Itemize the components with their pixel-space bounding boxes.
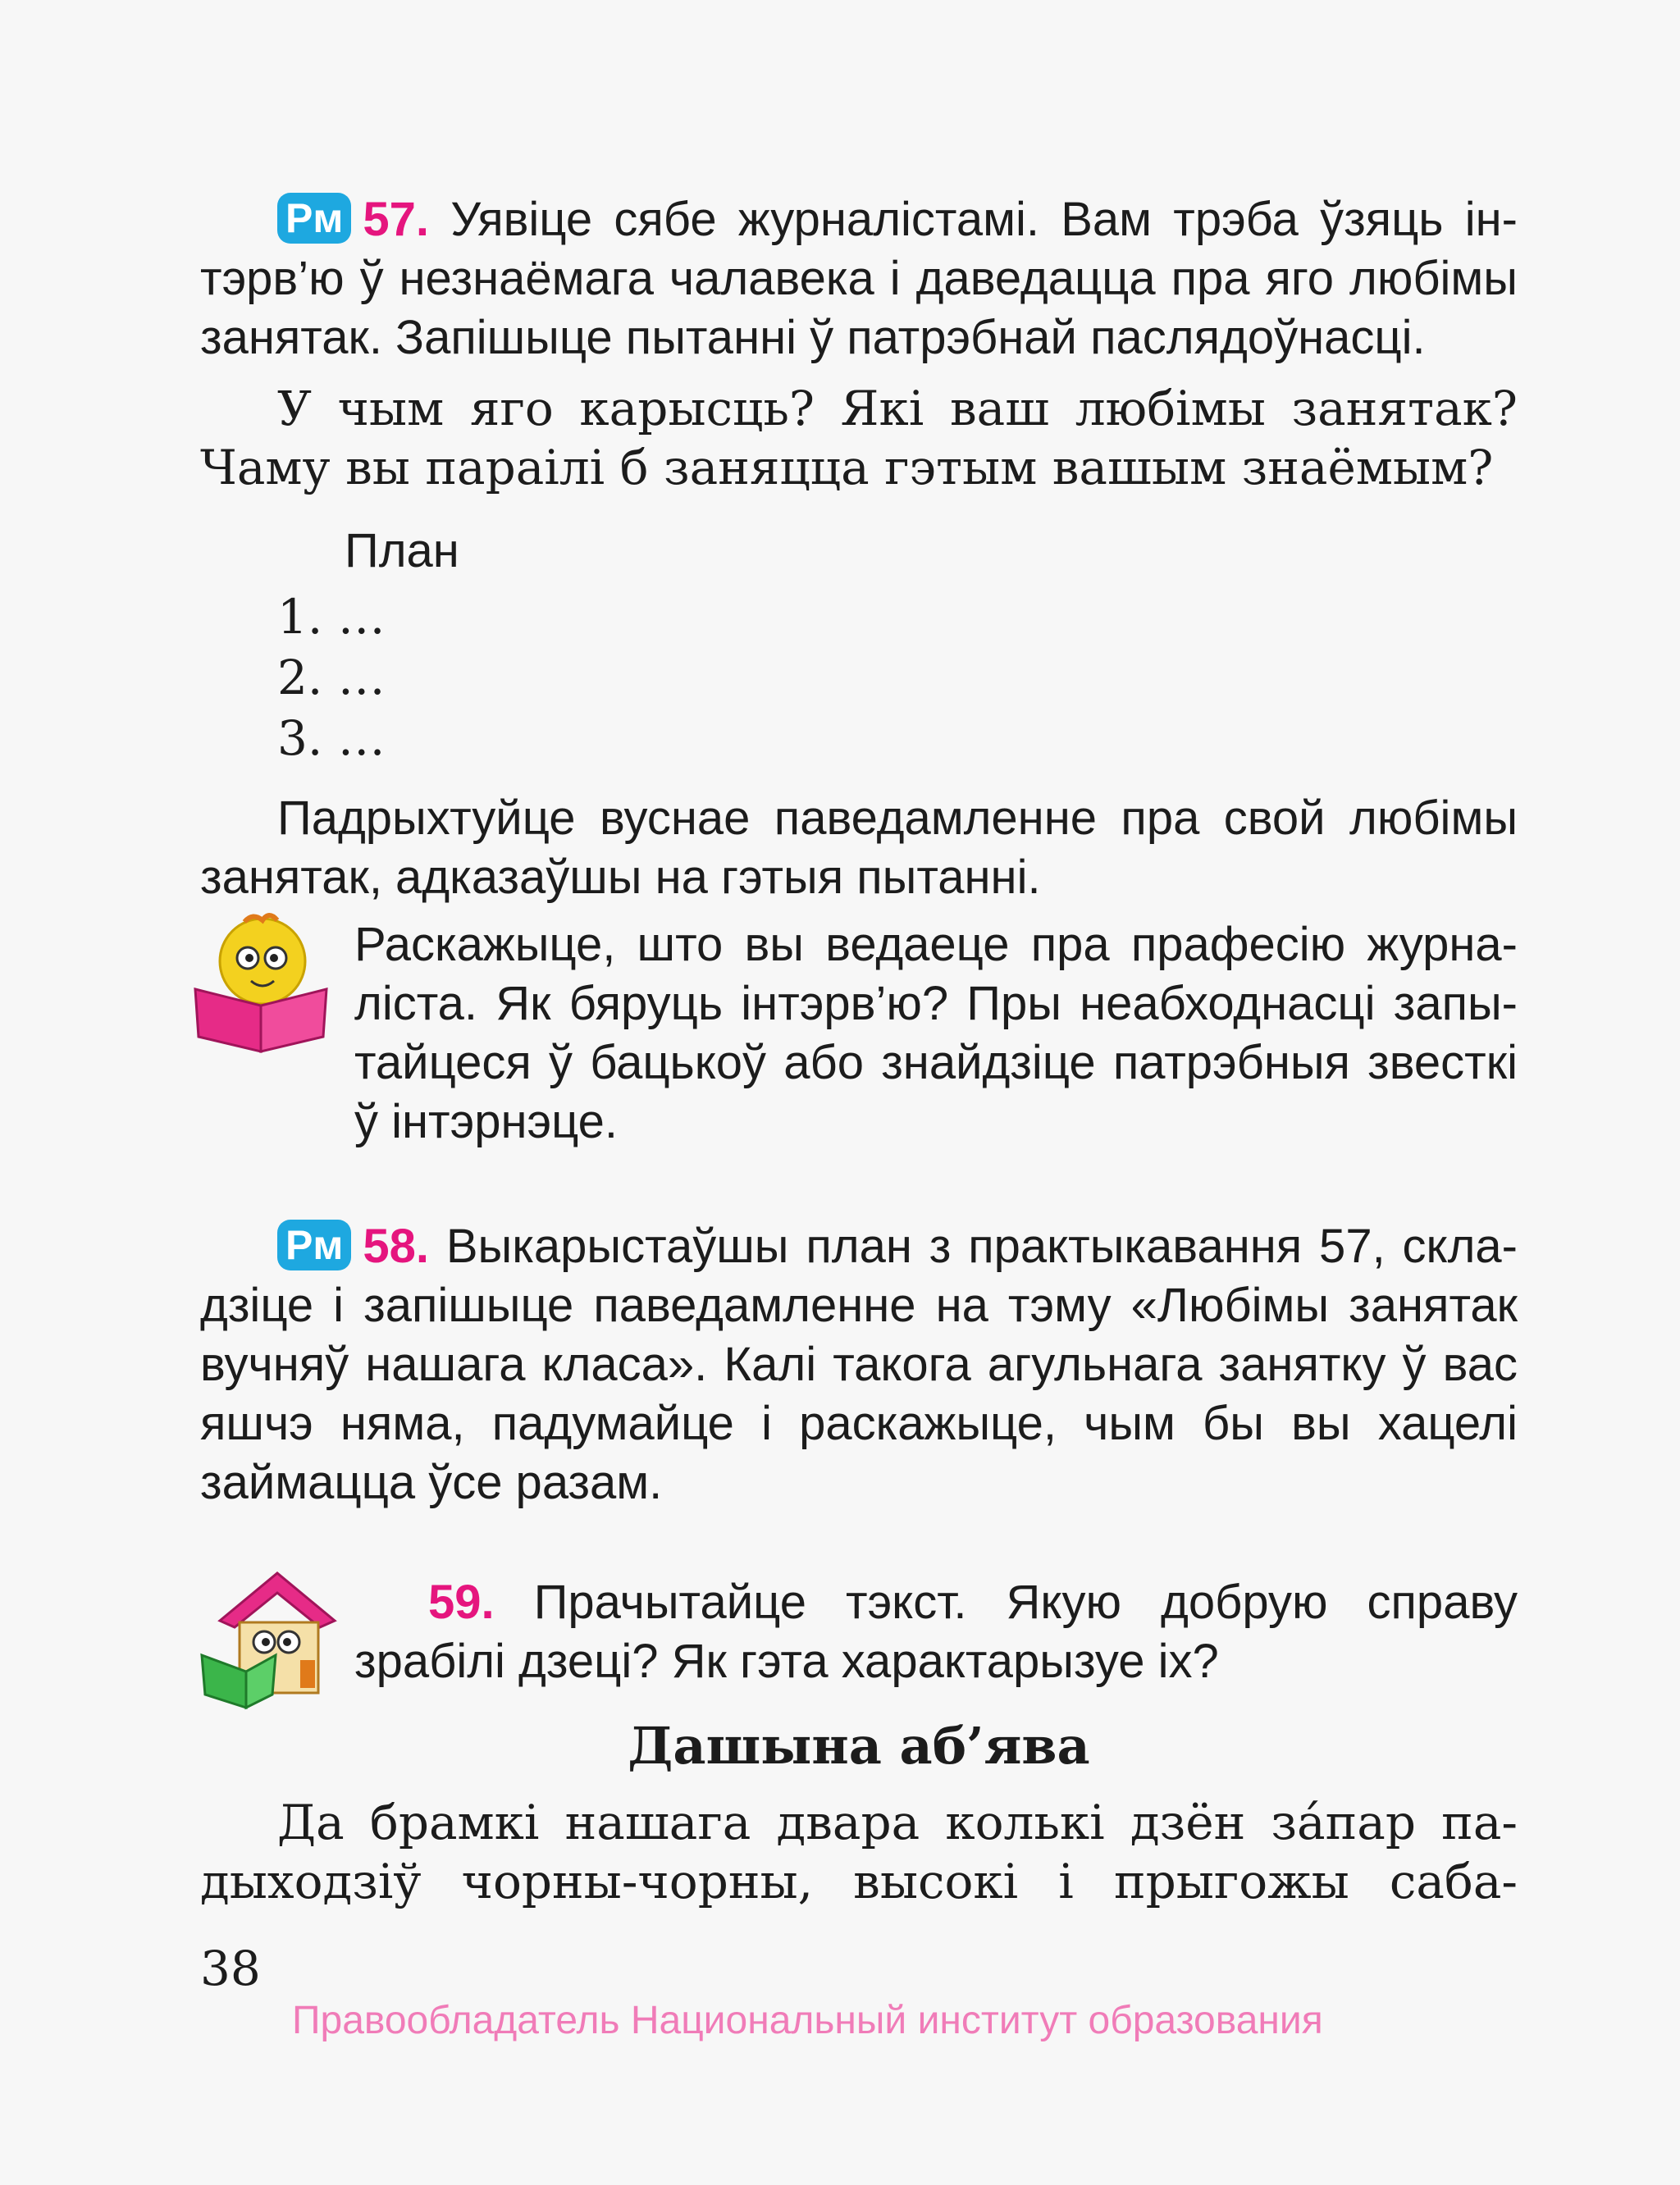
ex57-text: Уявіце сябе журналістамі. Вам трэба ўзяць ін- (450, 193, 1518, 246)
note-line-1: Раскажыце, што вы ведаеце пра прафесію журна- (354, 918, 1518, 971)
plan-title: План (345, 524, 459, 577)
exercise-number: 59. (428, 1576, 495, 1629)
page-number: 38 (200, 1941, 261, 1996)
ex57-line-1 (277, 190, 1518, 249)
text-title: Дашына аб’ява (628, 1716, 1090, 1776)
ex59-line-2: зрабілі дзеці? Як гэта характарызуе іх? (354, 1635, 1219, 1688)
rm-badge: Рм (277, 193, 351, 244)
note-line-2: ліста. Як бяруць інтэрв’ю? Пры неабходнасці запы- (354, 977, 1518, 1030)
rm-badge: Рм (277, 1220, 351, 1270)
ex59-line-1 (428, 1573, 1518, 1632)
note-line-4: ў інтэрнэце. (354, 1095, 619, 1148)
ex58-text: Выкарыстаўшы план з практыкавання 57, скла- (445, 1220, 1518, 1273)
text-line-2: дыходзіў чорны-чорны, высокі і прыгожы саба- (200, 1854, 1518, 1909)
question-line-2: Чаму вы параілі б заняцца гэтым вашым знаёмым? (200, 440, 1494, 495)
note-line-3: тайцеся ў бацькоў або знайдзіце патрэбныя звесткі (354, 1036, 1518, 1089)
text-line-1: Да брамкі нашага двара колькі дзён за́пар па- (277, 1795, 1518, 1850)
ex58-line-1 (277, 1217, 1518, 1276)
ex58-line-2: дзіце і запішыце паведамленне на тэму «Любімы занятак (200, 1279, 1518, 1332)
question-line-1: У чым яго карысць? Які ваш любімы занятак? (277, 381, 1518, 436)
plan-item-3: 3. … (277, 710, 386, 766)
task-line-2: занятак, адказаўшы на гэтыя пытанні. (200, 851, 1041, 904)
ex59-text: Прачытайце тэкст. Якую добрую справу (533, 1576, 1518, 1629)
ex57-line-2: тэрв’ю ў незнаёмага чалавека і даведацца пра яго любімы (200, 252, 1518, 305)
plan-item-2: 2. … (277, 650, 386, 705)
plan-item-1: 1. … (277, 589, 386, 645)
house-reading-book-icon (197, 1563, 345, 1711)
task-line-1: Падрыхтуйце вуснае паведамленне пра свой любімы (277, 791, 1518, 845)
ex58-line-3: вучняў нашага класа». Калі такога агульнага занятку ў вас (200, 1338, 1518, 1391)
copyright-footer: Правообладатель Национальный институт образования (292, 1999, 1323, 2042)
ex58-line-5: займацца ўсе разам. (200, 1456, 663, 1509)
exercise-number: 57. (363, 193, 429, 246)
ex58-line-4: яшчэ няма, падумайце і раскажыце, чым бы вы хацелі (200, 1397, 1518, 1450)
exercise-number: 58. (363, 1220, 429, 1273)
ex57-line-3: занятак. Запішыце пытанні ў патрэбнай паслядоўнасці. (200, 311, 1426, 364)
smiley-reading-book-icon (187, 910, 335, 1058)
